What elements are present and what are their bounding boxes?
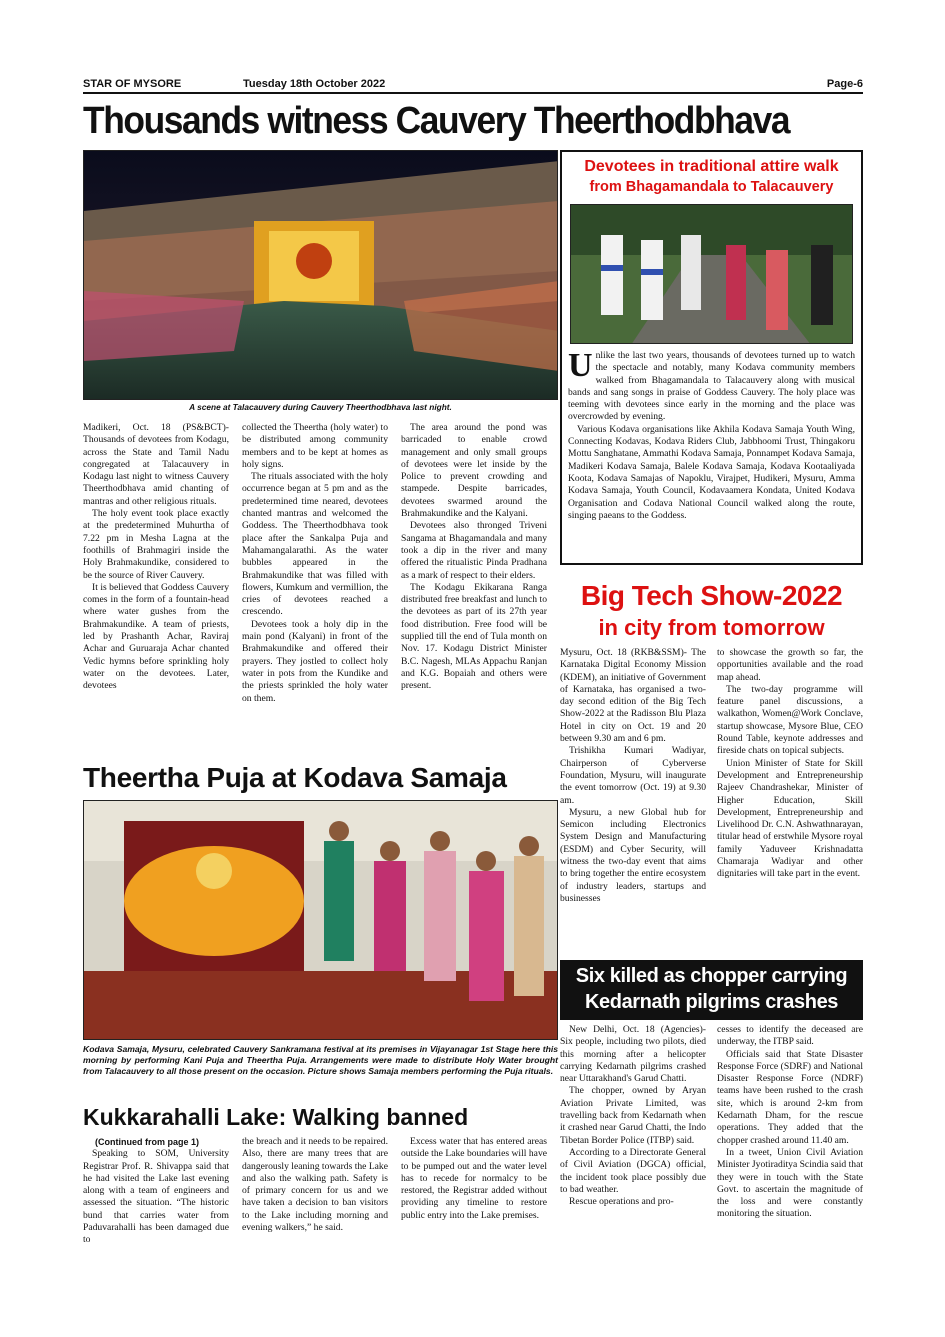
chopper-para: According to a Directorate General of Civil Aviation (DGCA) official, the incident took place possibly due to bad weather.: [560, 1146, 706, 1195]
tech-title-2: in city from tomorrow: [598, 615, 825, 640]
chopper-title-2: Kedarnath pilgrims crashes: [584, 991, 839, 1013]
main-para: Madikeri, Oct. 18 (PS&BCT)- Thousands of devotees from Kodagu, across the State and Tamil Nadu congregated at Talacauvery in Kodagu last night to witness Cauvery Theerthodbhava amid chanting of mantras and other religious rituals.: [83, 422, 229, 507]
lake-col-2: [242, 1136, 388, 1234]
main-para: collected the Theertha (holy water) to be distributed among community members and to be kept at homes as holy signs.: [242, 422, 388, 470]
chopper-title-1: Six killed as chopper carrying: [575, 965, 848, 987]
chopper-col-1: [560, 1024, 706, 1208]
sidebar-title-1: Devotees in traditional attire walk: [584, 158, 839, 175]
chopper-para: Officials said that State Disaster Response Force (SDRF) and National Disaster Response Force (NDRF) teams have been rushed to the crash site, which is around 2-km from Kedarnath Dham, for the rescue operations. They added that the chopper crashed around 11.40 am.: [717, 1048, 863, 1146]
tech-para: Mysuru, a new Global hub for Semicon including Electronics System Design and Manufacturing (ESDM) and Cyber Security, will witness the two-day event that aims to bring together the entire ecosystem of industry leaders, startups and businesses: [560, 806, 706, 904]
masthead: [83, 77, 863, 94]
tech-para: Union Minister of State for Skill Development and Entrepreneurship Rajeev Chandrashekar, Minister of Higher Education, Skill Development, Entrepreneurship and Livelihood Dr. C.N. Ashwathnarayan, titular head of erstwhile Mysore royal family Yaduveer Krishnadatta Chamaraja Wadiyar and other dignitaries will take part in the event.: [717, 757, 863, 880]
main-para: The rituals associated with the holy occurrence began at 5 pm and as the predetermined time neared, devotees chanted mantras and welcomed the Goddess. The Theerthodbhava took place after the Sankalpa Puja and Mahamangalarathi. As the water bubbles appeared in the Brahmakundike that was filled with flowers, Kumkum and vermillion, the cries of devotees reached a crescendo.: [242, 471, 388, 618]
puja-caption: Kodava Samaja, Mysuru, celebrated Cauvery Sankramana festival at its premises in Vijayanagar 1st Stage here this morning by performing Kani Puja and Theertha Puja. Arrangements were made to distribute Holy Water brought from Talacauvery to all those present on the occasion. Picture shows Samaja members performing the Puja rituals.: [83, 1044, 558, 1076]
lake-para: Speaking to SOM, University Registrar Prof. R. Shivappa said that he had visited the Lake last evening along with a team of engineers and assessed the situation. “The historic bund that carries water from Paduvarahalli has been damaged due to: [83, 1148, 229, 1246]
main-col-2: [242, 422, 388, 705]
talacauvery-photo: [83, 150, 558, 400]
sidebar-title-2: from Bhagamandala to Talacauvery: [589, 179, 834, 195]
issue-date: Tuesday 18th October 2022: [243, 78, 386, 90]
main-para: The area around the pond was barricaded to enable crowd management and only small groups of devotees were let inside by the Police to prevent crowding and stampede. Despite barricades, devotees swarmed around the Brahmakundike and the Kalyani.: [401, 422, 547, 520]
chopper-para: In a tweet, Union Civil Aviation Minister Jyotiraditya Scindia said that they were in touch with the State Govt. to ascertain the magnitude of the loss and were constantly monitoring the situation.: [717, 1146, 864, 1220]
main-para: Devotees took a holy dip in the main pond (Kalyani) in front of the Brahmakundike and offered their prayers. They jostled to collect holy water in pots from the Kundike and the priests sprinkled the holy water on them.: [242, 618, 388, 704]
lake-col-1: [83, 1136, 229, 1247]
main-col-1: [83, 422, 229, 693]
tech-para: The two-day programme will feature panel discussions, a walkathon, Women@Work Conclave, startup showcase, Mysore Blue, CEO Round Table, keynote addresses and fireside chats on topical subjects.: [717, 683, 863, 757]
paper-name: STAR OF MYSORE: [83, 78, 182, 90]
lake-para: Excess water that has entered areas outside the Lake boundaries will have to be pumped out and the water level has to recede for normalcy to be restored, the Registrar added without providing any timeline to restore public entry into the Lake premises.: [401, 1136, 547, 1221]
main-para: The holy event took place exactly at the predetermined Muhurtha of 7.22 pm in Mesha Lagna at the foothills of Brahmagiri inside the Holy Brahmakundike, considered to be the source of River Cauvery.: [83, 508, 229, 581]
chopper-para: cesses to identify the deceased are underway, the ITBP said.: [717, 1024, 863, 1048]
lake-para: the breach and it needs to be repaired. Also, there are many trees that are dangerously leaning towards the Lake and also the walking path. Safety is of primary concern for us and we have taken a decision to ban visitors to the Lake including morning and evening walkers,” he said.: [242, 1136, 388, 1234]
lake-continued: (Continued from page 1): [95, 1137, 199, 1147]
puja-headline: Theertha Puja at Kodava Samaja: [83, 762, 507, 793]
tech-para: Trishikha Kumari Wadiyar, Chairperson of Cyberverse Foundation, Mysuru, will inaugurate the event tomorrow (Oct. 19) at 9.30 am.: [560, 745, 706, 806]
tech-para: Mysuru, Oct. 18 (RKB&SSM)- The Karnataka Digital Economy Mission (KDEM), an initiative of Government of Karnataka, has organised a two-day second edition of the Big Tech Show-2022 at the Radisson Blu Plaza Hotel in city on Oct. 19 and 20 between 9.30 am and 6 pm.: [560, 647, 706, 745]
devotees-sidebar: [560, 150, 863, 565]
sidebar-text: [568, 347, 855, 522]
chopper-para: Rescue operations and pro-: [569, 1196, 674, 1208]
tech-col-2: [717, 647, 863, 881]
chopper-banner: [560, 960, 863, 1020]
chopper-col-2: [717, 1024, 863, 1221]
lake-headline: Kukkarahalli Lake: Walking banned: [83, 1104, 469, 1130]
puja-photo: [83, 800, 558, 1040]
main-para: The Kodagu Ekikarana Ranga distributed free breakfast and lunch to the devotees as part of its 27th year food distribution. Free food will be supplied till the end of Tula month on Nov. 17. Kodagu District Minister B.C. Nagesh, MLAs Appachu Ranjan and K.G. Bopaiah and others were present.: [401, 581, 547, 692]
main-para: It is believed that Goddess Cauvery comes in the form of a fountain-head where water gushes from the Brahmakundike. A team of priests, led by Prashanth Achar, Raviraj Achar and Guruaraja Achar chanted Vedic hymns before sprinkling holy water on the devotees. Later, devotees: [83, 581, 229, 692]
main-photo-caption: A scene at Talacauvery during Cauvery Theerthodbhava last night.: [189, 402, 452, 412]
tech-col-1: [560, 647, 706, 905]
main-para: Devotees also thronged Triveni Sangama at Bhagamandala and many took a dip in the river and many offered the ritualistic Pinda Pradhana as a mark of respect to their elders.: [401, 520, 547, 581]
sidebar-para: nlike the last two years, thousands of devotees turned up to watch the spectacle and notably, many Kodava community members walked from Bhagamandala to Talacauvery along with musical bands and sang songs in praise of Goddess Cauvery. The holy place was teeming with devotees since early in the morning and the place was overcrowded by evening.: [568, 350, 855, 423]
page-number: Page-6: [826, 78, 863, 90]
sidebar-dropcap: U: [568, 347, 593, 384]
tech-para: to showcase the growth so far, the opportunities available and the road map ahead.: [717, 647, 863, 683]
main-headline: Thousands witness Cauvery Theerthodbhava: [83, 100, 790, 142]
chopper-para: New Delhi, Oct. 18 (Agencies)- Six people, including two pilots, died this morning after a helicopter carrying Kedarnath pilgrims crashed near Uttarakhand's Garud Chatti.: [560, 1024, 706, 1085]
chopper-para: The chopper, owned by Aryan Aviation Private Limited, was travelling back from Kedarnath when it crashed near Garud Chatti, the Indo Tibetan Border Police (ITBP) said.: [560, 1085, 706, 1146]
main-col-3: [401, 422, 547, 693]
tech-title-1: Big Tech Show-2022: [580, 580, 843, 611]
walk-photo: [570, 204, 853, 344]
sidebar-para: Various Kodava organisations like Akhila Kodava Samaja Youth Wing, Connecting Kodavas, Kodava Riders Club, Jabbhoomi Trust, Thingakoru Mottu Sanghatane, Ammathi Kodava Samaja, Ponnampet Kodava Samaja, Madikeri Kodava Samaja, Balele Kodava Samaja, Kodava Kootaaliyada Koota, Kodava Samajas of Napoklu, Virajpet, Hudikeri, Mysuru, Amma Kodava Samaja, Youth Council, Kodavaamera Kondata, United Kodava Organisation and Codava National Council walked along the route, singing paeans to the Goddess.: [568, 423, 855, 521]
lake-col-3: [401, 1136, 547, 1222]
